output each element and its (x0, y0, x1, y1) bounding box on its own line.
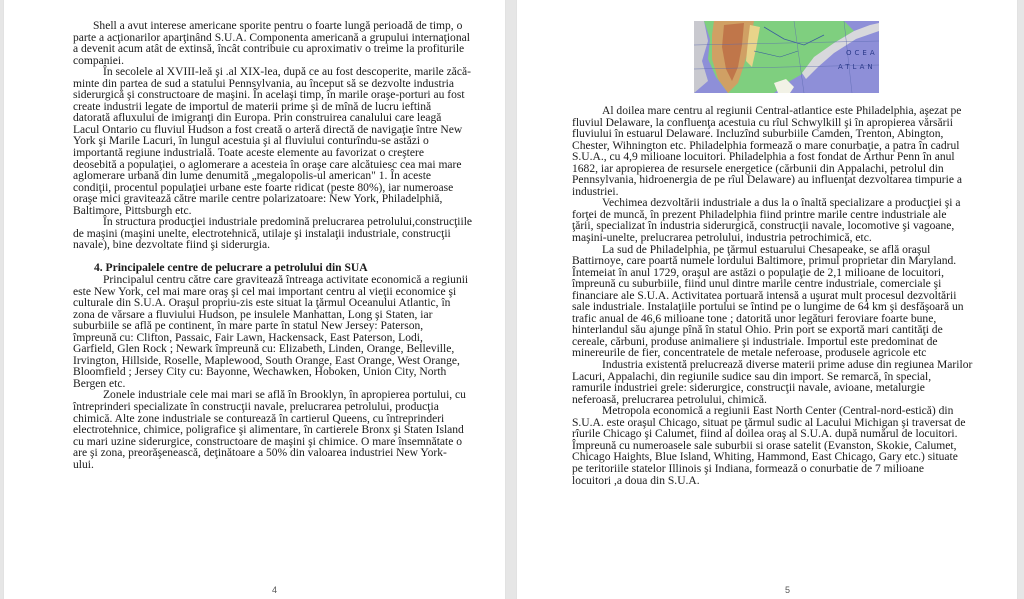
text-line: a devenit acum atât de extinsă, încât contribuie cu aproximativ o treime la profiturile (73, 43, 465, 56)
text-line: cereale, cărbuni, produse animaliere şi industriale. Importul este predominat de (572, 335, 938, 348)
text-line: minte din partea de sud a statului Pennsylvania, au început să se dezvolte industria (73, 77, 454, 90)
text-line: Împreună cu numeroasele sale suburbii si orase satelit (Evanston, Skokie, Calumet, (572, 439, 957, 452)
text-line: La sud de Philadelphia, pe ţărmul estuarului Chesapeake, se află oraşul (602, 243, 931, 256)
section-heading: 4. Principalele centre de pelucrare a petrolului din SUA (94, 262, 368, 275)
svg-text:OCEA: OCEA (846, 49, 878, 57)
text-line: minereurile de fier, concentratele de metale neferoase, produsele agricole etc (572, 347, 927, 360)
text-line: S.U.A. este oraşul Chicago, situat pe ţărmul sudic al Lacului Michigan şi traversat de (572, 416, 966, 429)
text-line: create industrii legate de importul de materii prime şi de mînă de lucru ieftină (73, 100, 432, 113)
text-line: navale), bine dezvoltate fiind şi siderurgia. (73, 239, 270, 252)
page-4-body (73, 21, 473, 471)
text-line: neferoasă, prelucrarea petrolului, chimică. (572, 393, 767, 406)
text-line: Irvington, Hillside, Roselle, Maplewood, South Orange, East Orange, West Orange, (73, 354, 460, 367)
text-line: de maşini (maşini unelte, electrotehnică, utilaje şi instalaţii industriale, construcţii (73, 227, 451, 240)
text-line: suburbiile se află pe continent, în mare parte în statul New Jersey: Paterson, (73, 320, 424, 333)
page-number: 4 (272, 585, 278, 595)
text-line: chimică. Alte zone industriale se conturează în cartierul Queens, cu întreprinderi (73, 412, 445, 425)
text-line: Zonele industriale cele mai mari se află în Brooklyn, în apropierea portului, cu (103, 389, 466, 402)
text-line: culturale din S.U.A. Oraşul propriu-zis este situat la ţărmul Oceanului Atlantic, în (73, 297, 451, 310)
text-line: Industria existentă prelucrează diverse materii prime aduse din regiunea Marilor (602, 359, 973, 372)
page-5-body (572, 106, 988, 487)
text-line: parte a acţionarilor aparţinând S.U.A. Componenta americană a grupului internaţional (73, 31, 470, 44)
text-line: ramurile industriei grele: siderurgice, construcţii navale, avioane, metalurgie (572, 382, 925, 395)
text-line: locuitori ,a doua din S.U.A. (572, 474, 700, 487)
text-line: Vechimea dezvoltării industriale a dus la o înaltă specializare a producţiei şi a (602, 197, 961, 210)
text-line: financiare ale S.U.A. Activitatea portuară intensă a uşurat mult procesul dezvoltării (572, 289, 957, 302)
text-line: industriei. (572, 185, 619, 198)
text-line: Lacul Ontario cu fluviul Hudson a fost creată o arteră directă de navigaţie între New (73, 123, 463, 136)
text-line: are şi zona, preorăşenească, deţinătoare a 50% din valoarea industriei New York- (73, 447, 447, 460)
text-line: sale industriale. Instalaţiile portului se întind pe o lungime de 64 km şi desfăşoară un (572, 301, 964, 314)
text-line: ţării, specializat în industria siderurgică, construcţii navale, locomotive şi vagoane, (572, 220, 955, 233)
text-line: este New York, cel mai mare oraş şi cel mai important centru al vieţii economice şi (73, 285, 457, 298)
text-line: aglomerare urbană din lume denumită „megalopolis-ul american" 1. În aceste (73, 170, 432, 183)
svg-text:ATLAN: ATLAN (838, 63, 876, 71)
text-line: pe teritoriile statelor Illinois şi Indiana, formează o conurbatie de 7 milioane (572, 462, 925, 475)
text-line: ului. (73, 458, 94, 471)
text-line: Garfield, Glen Rock ; Newark împreună cu: Elizabeth, Linden, Orange, Belleville, (73, 343, 455, 356)
map-graphic (694, 21, 879, 93)
text-line: În secolele al XVIII-leă şi .al XIX-lea, după ce au fost descoperite, marile zăcă- (103, 66, 472, 79)
text-line: Metropola economică a regiunii East North Center (Central-nord-estică) din (602, 405, 954, 418)
text-line: importantă regiune industrială. Toate aceste elemente au favorizat o creştere (73, 147, 424, 160)
text-line: Bergen etc. (73, 377, 126, 390)
text-line: Chicago Haights, Blue Island, Whiting, Hammond, East Chicago, Gary etc.) situate (572, 451, 958, 464)
text-line: Shell a avut interese americane sporite pentru o foarte lungă perioadă de timp, o (93, 20, 463, 32)
text-line: Lacuri, Appalachi, din regiunile sudice sau din import. Se remarcă, în special, (572, 370, 932, 383)
text-line: zona de vărsare a fluviului Hudson, pe insulele Manhattan, Long şi Staten, iar (73, 308, 433, 321)
text-line: deosebită a populaţiei, o aglomerare a acesteia în oraşe care alcătuiesc cea mai mare (73, 158, 462, 171)
text-line: maşini-unelte, prelucrarea petrolului, industria petrochimică, etc. (572, 232, 872, 245)
document-page-5[interactable] (517, 0, 1017, 599)
text-line: oraşe mici gravitează către marile centre polarizatoare: New York, Philadelphiă, (73, 193, 443, 206)
text-line: datorată afluxului de imigranţi din Europa. Prin construirea canalului care leagă (73, 112, 442, 125)
text-line: York şi Marile Lacuri, în lungul acestuia şi al fluviului conturîndu-se astăzi o (73, 135, 429, 148)
text-line: Bloomfield ; Jersey City cu: Bayonne, Wechawken, Hoboken, Union City, North (73, 366, 447, 379)
text-line: forţei de muncă, în prezent Philadelphia fiind printre marile centre industriale ale (572, 208, 947, 221)
text-line: Al doilea mare centru al regiunii Central-atlantice este Philadelphia, aşezat pe (602, 105, 962, 117)
text-line: întreprinderi specializate în construcţii navale, prelucrarea petrolului, producţia (73, 401, 439, 413)
text-line: Principalul centru către care gravitează întreaga activitate economică a regiunii (103, 273, 469, 286)
text-line: condiţii, procentul populaţiei urbane este foarte ridicat (peste 80%), iar numeroase (73, 181, 454, 194)
text-line: Battirnoye, care poartă numele lordului Baltimore, primul proprietar din Maryland. (572, 255, 957, 268)
text-line: electrotehnice, chimice, poligrafice şi alimentare, în cartierele Bronx şi Staten Island (73, 424, 464, 437)
text-line: 1682, iar apropierea de resursele energetice (cărbunii din Appalachi, petrolul din (572, 162, 944, 175)
text-line: Pennsylvania, hidroenergia de pe rîul Delaware) au influenţat dezvoltarea timpurie a (572, 174, 962, 187)
text-line: fluviului în estuarul Delaware. Incluzînd suburbiile Camden, Trenton, Abington, (572, 128, 944, 141)
text-line: Baltimore, Pittsburgh etc. (73, 204, 192, 217)
text-line: trafic anual de 46,6 milioane tone ; datorită unor legături feroviare foarte bune, (572, 312, 937, 325)
text-line: împreună cu suburbiile, fiind unul dintre marile centre industriale, comerciale şi (572, 278, 942, 291)
text-line: rîurile Chicago şi Calumet, fiind al doilea oraş al S.U.A. după numărul de locuitori. (572, 428, 958, 441)
text-line: împreună cu: Clifton, Passaic, Fair Lawn, Hackensack, East Paterson, Lodi, (73, 331, 423, 344)
text-line: Întemeiat în anul 1729, oraşul are astăzi o populaţie de 2,1 milioane de locuitori, (572, 266, 944, 279)
text-line: hinterlandul său ajunge pînă în statul Ohio. Prin port se exportă mari cantităţi de (572, 324, 943, 337)
text-line: S.U.A., cu 4,9 milioane locuitori. Philadelphia a fost fondat de Arthur Penn în anul (572, 151, 955, 164)
document-page-4[interactable] (4, 0, 505, 599)
text-line: companiei. (73, 54, 124, 67)
text-line: fluviul Delaware, la confluenţa acestuia cu rîul Schwylkill şi în apropierea vărsării (572, 116, 953, 129)
text-line: Chester, Wihnington etc. Philadelphia formează o mare conurbaţie, a patra în cadrul (572, 139, 960, 152)
usa-physical-map-image (694, 21, 879, 93)
text-line: În structura producţiei industriale predomină prelucrarea petrolului,construcţiile (103, 216, 473, 229)
text-line: siderurgică şi constructoare de maşini. În acelaşi timp, în marile oraşe-porturi au fost (73, 89, 465, 102)
text-line: cu mari uzine siderurgice, constructoare de maşini şi chimice. O mare însemnătate o (73, 435, 463, 448)
page-number: 5 (785, 585, 791, 595)
